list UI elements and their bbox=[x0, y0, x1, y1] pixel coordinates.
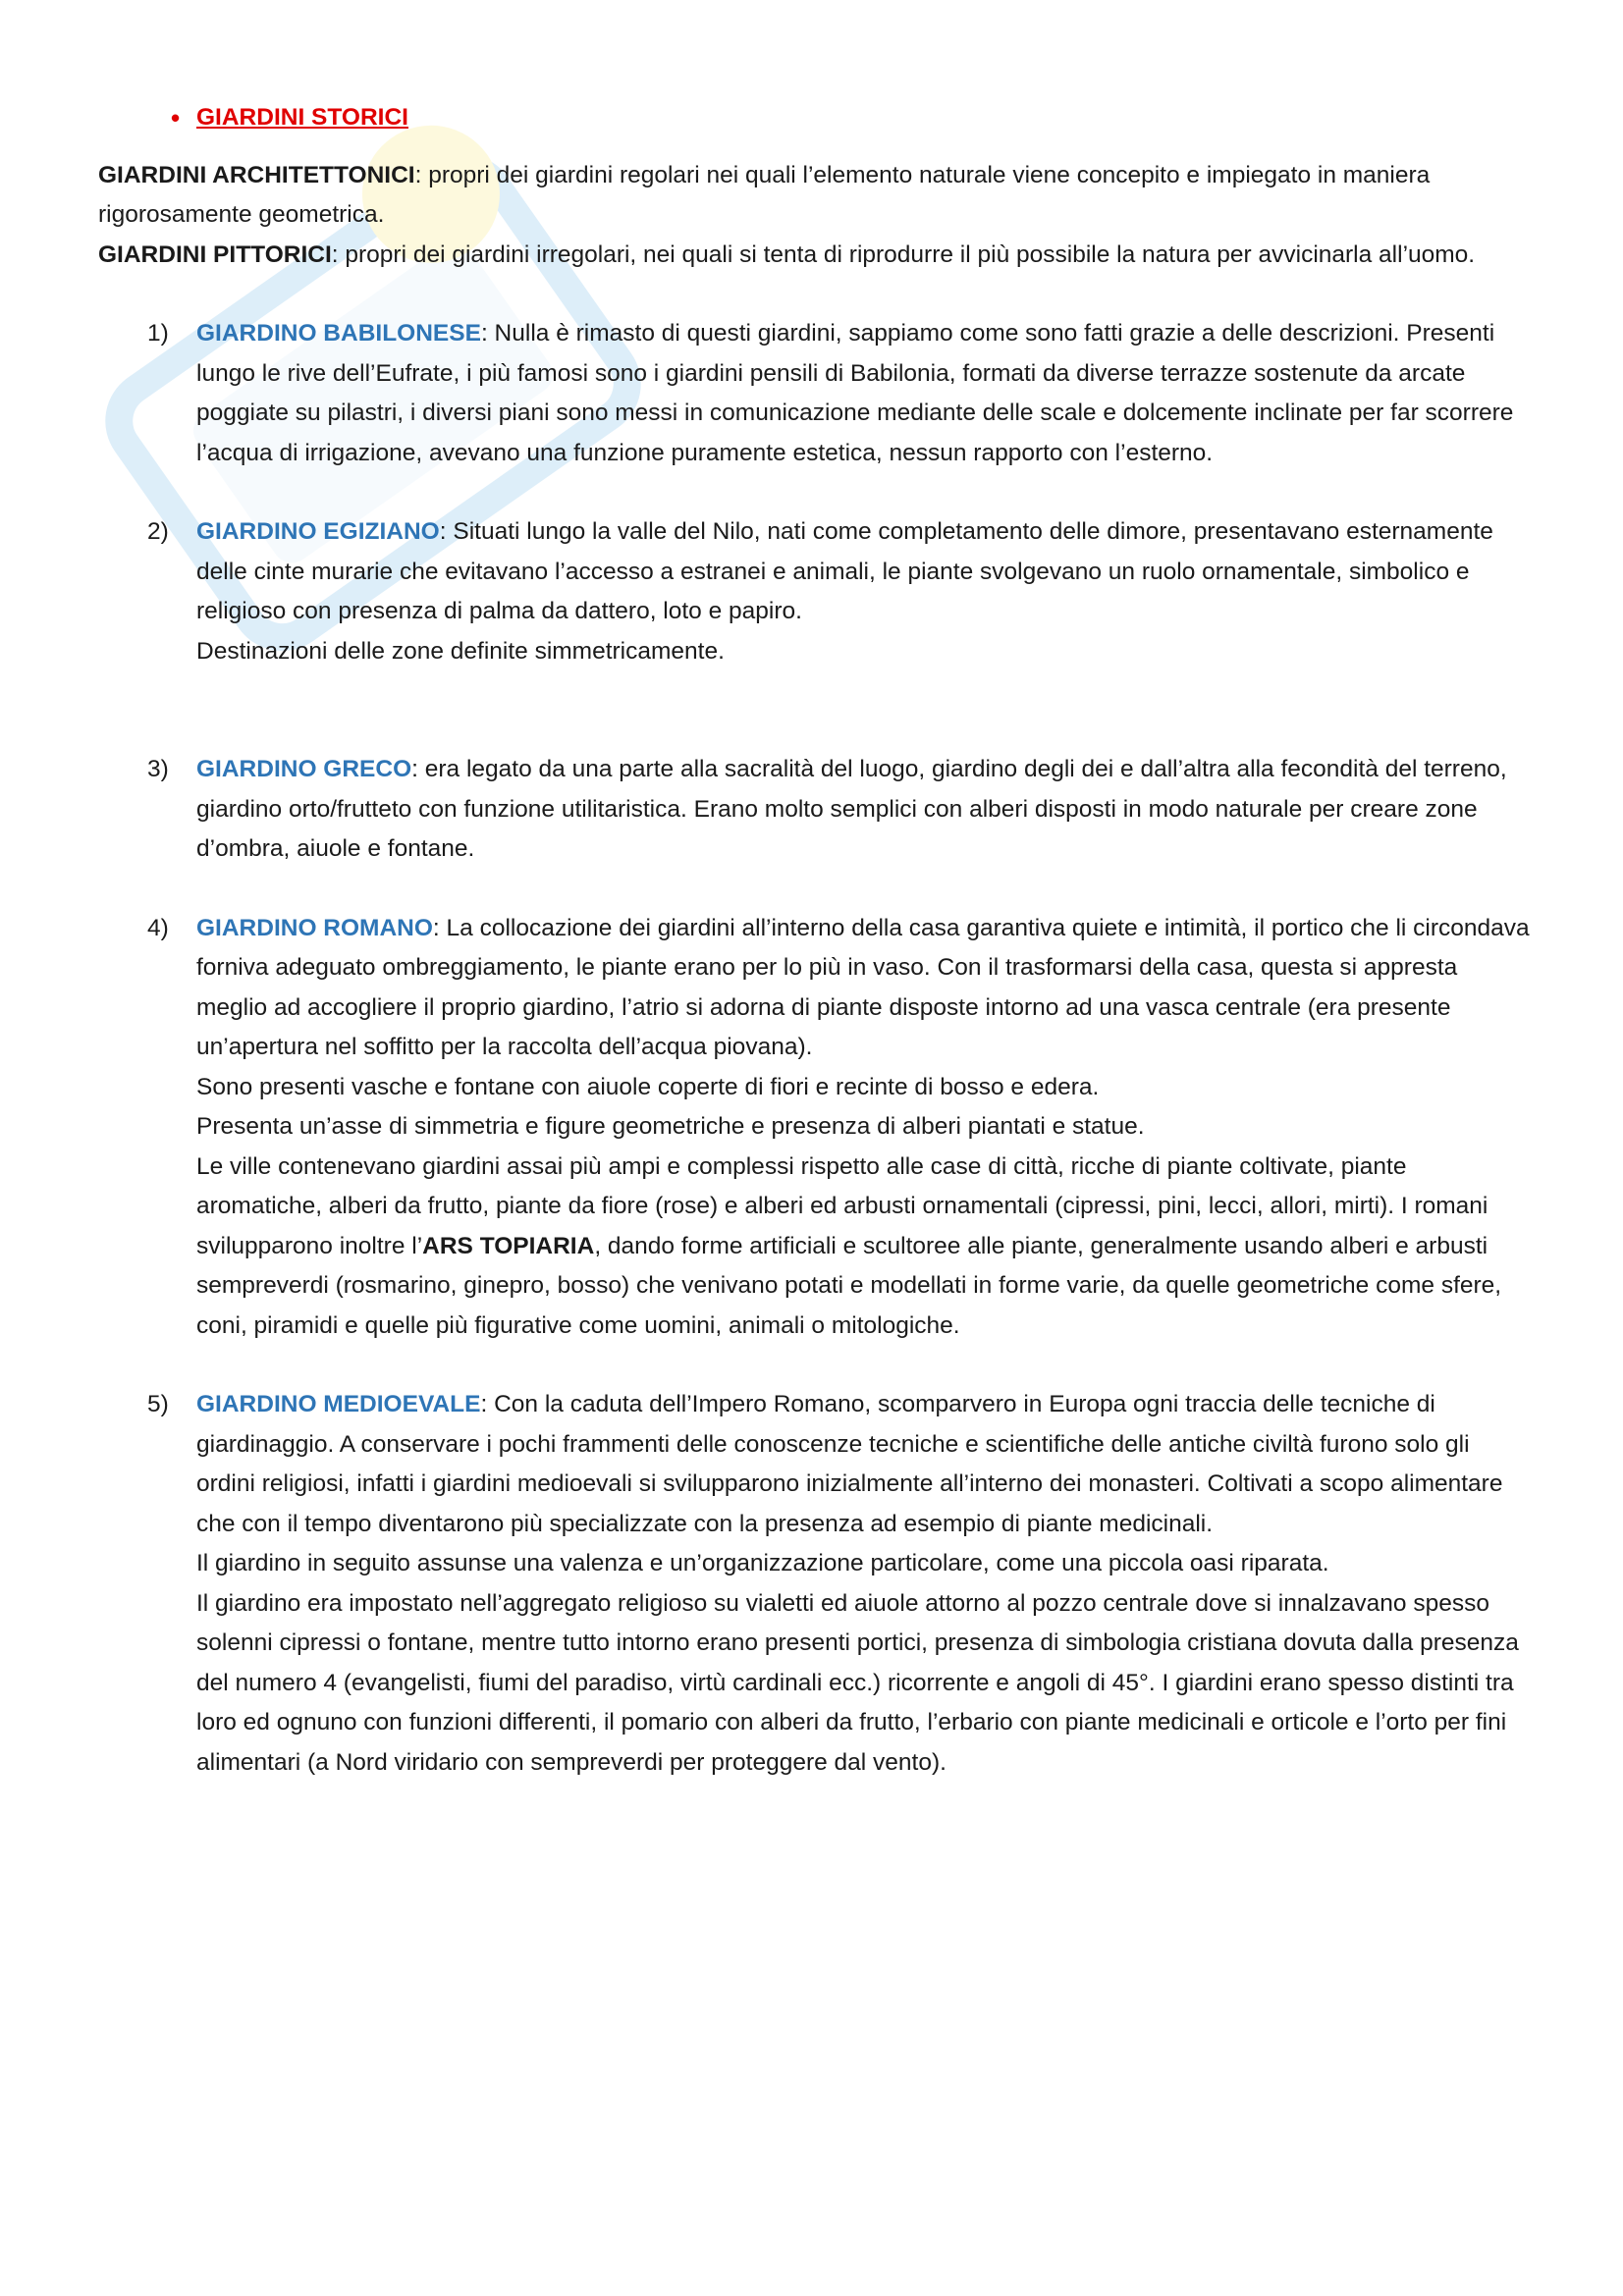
intro-block bbox=[98, 156, 1532, 276]
item-text: : Nulla è rimasto di questi giardini, sappiamo come sono fatti grazie a delle descrizioni. Presenti lungo le rive dell’Eufrate, i più famosi sono i giardini pensili di Babilonia, formati da diverse terrazze sostenute da arcate poggiate su pilastri, i diversi piani sono messi in comunicazione mediante delle scale e dolcemente inclinate per far scorrere l’acqua di irrigazione, avevano una funzione puramente estetica, nessun rapporto con l’esterno. bbox=[196, 320, 1514, 466]
item-extra-bold: ARS TOPIARIA bbox=[422, 1232, 595, 1259]
item-number: 1) bbox=[147, 320, 169, 347]
item-text: : Situati lungo la valle del Nilo, nati come completamento delle dimore, presentavano esternamente delle cinte murarie che evitavano l’accesso a estranei e animali, le piante svolgevano un ruolo ornamentale, simbolico e religioso con presenza di palma da dattero, loto e papiro. bbox=[196, 518, 1493, 624]
item-number: 5) bbox=[147, 1391, 169, 1417]
item-text: : Con la caduta dell’Impero Romano, scomparvero in Europa ogni traccia delle tecniche di giardinaggio. A conservare i pochi frammenti delle conoscenze tecniche e scientifiche delle antiche civiltà furono solo gli ordini religiosi, infatti i giardini medioevali si svilupparono inizialmente all’interno dei monasteri. Coltivati a scopo alimentare che con il tempo diventarono più specializzate con la presenza ad esempio di piante medicinali. bbox=[196, 1391, 1503, 1537]
section-title-row bbox=[98, 98, 1532, 138]
item-paragraph bbox=[196, 512, 1532, 632]
item-heading: GIARDINO BABILONESE bbox=[196, 320, 481, 347]
item-text: : La collocazione dei giardini all’interno della casa garantiva quiete e intimità, il portico che li circondava forniva adeguato ombreggiamento, le piante erano per lo più in vaso. Con il trasformarsi della casa, questa si appresta meglio ad accogliere il proprio giardino, l’atrio si adorna di piante disposte intorno ad una vasca centrale (era presente un’apertura nel soffitto per la raccolta dell’acqua piovana). bbox=[196, 914, 1530, 1060]
item-extra: Il giardino in seguito assunse una valenza e un’organizzazione particolare, come una piccola oasi riparata. bbox=[196, 1550, 1329, 1576]
item-extra: Presenta un’asse di simmetria e figure geometriche e presenza di alberi piantati e statue. bbox=[196, 1113, 1145, 1140]
bullet-icon: • bbox=[171, 103, 181, 133]
list-item-medioevale bbox=[98, 1385, 1532, 1783]
list-item-egiziano bbox=[98, 512, 1532, 671]
item-extra: Destinazioni delle zone definite simmetricamente. bbox=[196, 637, 725, 665]
intro-paragraph bbox=[98, 156, 1532, 236]
item-heading: GIARDINO EGIZIANO bbox=[196, 518, 440, 545]
item-heading: GIARDINO MEDIOEVALE bbox=[196, 1391, 481, 1417]
item-heading: GIARDINO ROMANO bbox=[196, 914, 433, 941]
item-extra: Il giardino era impostato nell’aggregato religioso su vialetti ed aiuole attorno al pozzo centrale dove si innalzavano spesso solenni cipressi o fontane, mentre tutto intorno erano presenti portici, presenza di simbologia cristiana dovuta dalla presenza del numero 4 (evangelisti, fiumi del paradiso, virtù cardinali ecc.) ricorrente e angoli di 45°. I giardini erano spesso distinti tra loro ed ognuno con funzioni differenti, il pomario con alberi da frutto, l’erbario con piante medicinali e orticole e l’orto per fini alimentari (a Nord viridario con sempreverdi per proteggere dal vento). bbox=[196, 1589, 1519, 1776]
intro-term: GIARDINI PITTORICI bbox=[98, 240, 332, 268]
garden-list bbox=[98, 314, 1532, 1783]
item-extra-text: , dando forme artificiali e scultoree alle piante, generalmente usando alberi e arbusti sempreverdi (rosmarino, ginepro, bosso) che venivano potati e modellati in forme varie, da quelle geometriche come sfere, coni, piramidi e quelle più figurative come uomini, animali o mitologiche. bbox=[196, 1232, 1502, 1339]
item-number: 4) bbox=[147, 914, 169, 941]
section-title: GIARDINI STORICI bbox=[196, 104, 408, 131]
item-heading: GIARDINO GRECO bbox=[196, 756, 412, 782]
item-extra: Sono presenti vasche e fontane con aiuole coperte di fiori e recinte di bosso e edera. bbox=[196, 1073, 1100, 1100]
item-number: 2) bbox=[147, 518, 169, 545]
list-item-romano bbox=[98, 909, 1532, 1347]
item-text: : era legato da una parte alla sacralità del luogo, giardino degli dei e dall’altra alla fecondità del terreno, giardino orto/frutteto con funzione utilitaristica. Erano molto semplici con alberi disposti in modo naturale per creare zone d’ombra, aiuole e fontane. bbox=[196, 756, 1507, 862]
item-paragraph bbox=[196, 314, 1532, 473]
list-item-babilonese bbox=[98, 314, 1532, 473]
list-item-greco bbox=[98, 750, 1532, 870]
item-paragraph bbox=[196, 909, 1532, 1068]
item-paragraph bbox=[196, 750, 1532, 870]
intro-text: : propri dei giardini regolari nei quali l’elemento naturale viene concepito e impiegato in maniera rigorosamente geometrica. bbox=[98, 161, 1431, 228]
intro-text: : propri dei giardini irregolari, nei quali si tenta di riprodurre il più possibile la natura per avvicinarla all’uomo. bbox=[331, 240, 1476, 268]
item-extra-text: Le ville contenevano giardini assai più ampi e complessi rispetto alle case di città, ricche di piante coltivate, piante aromatiche, alberi da frutto, piante da fiore (rose) e alberi ed arbusti ornamentali (cipressi, pini, lecci, allori, mirti). I romani svilupparono inoltre l’ bbox=[196, 1152, 1488, 1259]
document-page bbox=[98, 98, 1532, 1783]
item-extra bbox=[196, 1148, 1532, 1347]
item-number: 3) bbox=[147, 756, 169, 782]
intro-term: GIARDINI ARCHITETTONICI bbox=[98, 161, 415, 188]
intro-paragraph bbox=[98, 236, 1532, 276]
item-paragraph bbox=[196, 1385, 1532, 1544]
